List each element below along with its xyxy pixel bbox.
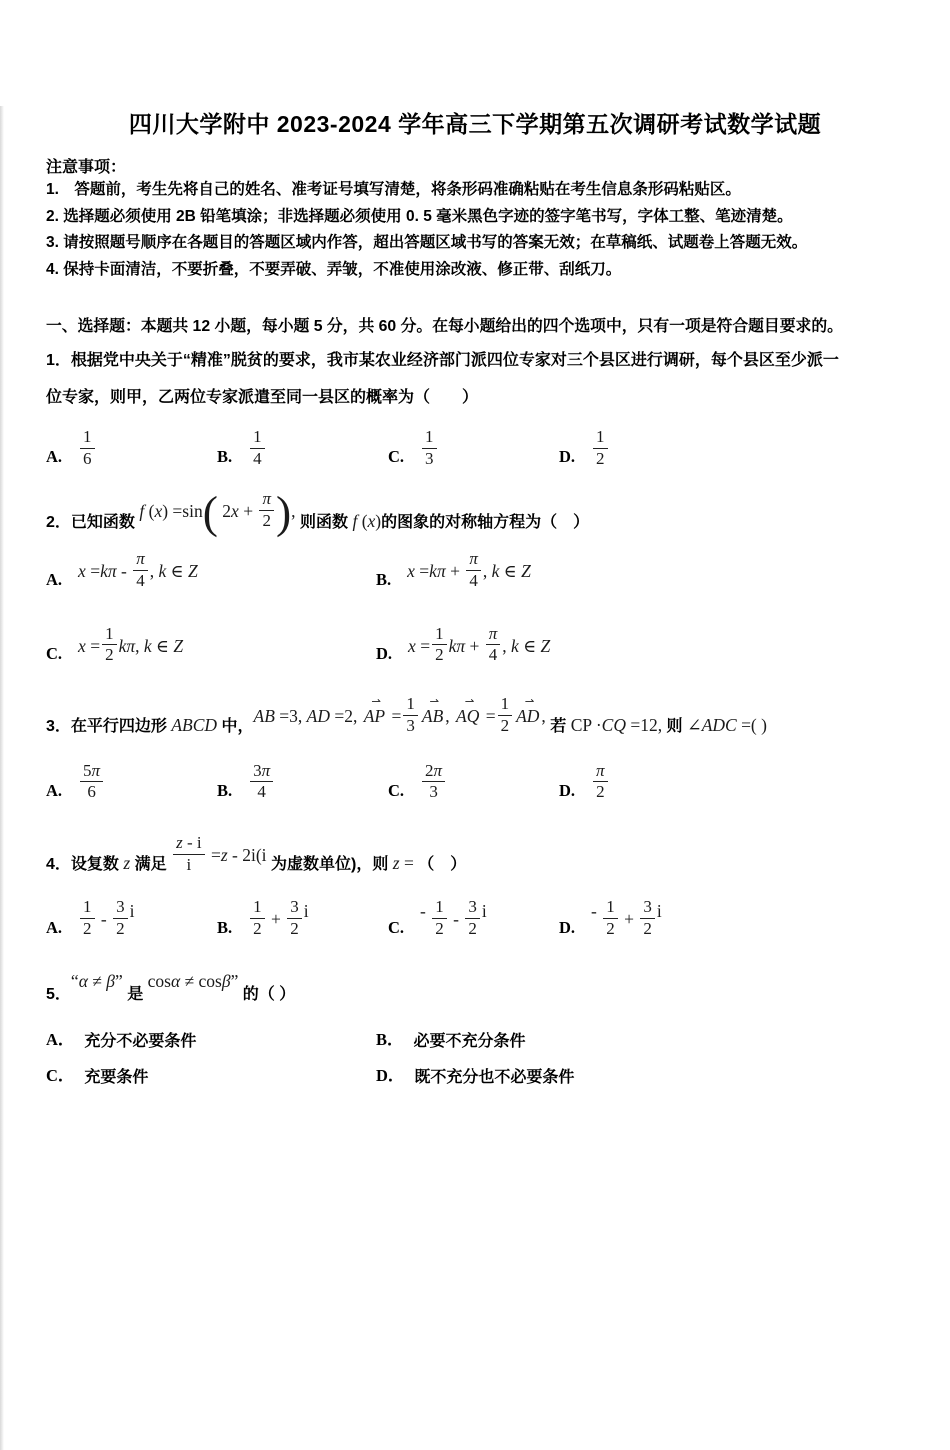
option-expression: $\frac{1}{2}$ - $\frac{3}{2}$ i	[78, 898, 134, 938]
vector-AQ: ⇀ AQ	[456, 693, 480, 727]
fraction: $\frac{3}{2}$	[287, 898, 302, 938]
section-heading: 一、选择题：本题共 12 小题，每小题 5 分，共 60 分。在每小题给出的四个选项中，只有一项是符合题目要求的。	[46, 318, 843, 335]
option-label: D.	[559, 447, 576, 467]
vector-AD: ⇀ AD	[516, 693, 540, 727]
question-3-options	[46, 762, 904, 802]
option-label: D.	[559, 917, 576, 937]
option-A	[46, 550, 376, 590]
vector-arrow-icon: ⇀	[429, 693, 440, 708]
option-row	[46, 762, 904, 802]
text-segment: 若 CP ·CQ =12, 则 ∠ADC =( )	[545, 714, 767, 735]
option-B	[217, 428, 388, 468]
fraction: $\frac{1}{2}$	[432, 898, 447, 938]
fraction: $\frac{\pi}{4}$	[466, 550, 481, 590]
notice-item-2: 2. 选择题必须使用 2B 铅笔填涂；非选择题必须使用 0. 5 毫米黑色字迹的签字笔书写，字体工整、笔迹清楚。	[46, 207, 793, 225]
fraction: $\frac{1}{2}$	[432, 625, 447, 665]
notice-item-1: 1. 答题前，考生先将自己的姓名、准考证号填写清楚，将条形码准确粘贴在考生信息条形码粘贴区。	[46, 181, 741, 198]
question-5-text	[46, 971, 904, 1004]
page-title: 四川大学附中 2023-2024 学年高三下学期第五次调研考试数学试题	[128, 111, 822, 137]
question-1-text-line-1	[46, 342, 904, 379]
option-D	[559, 428, 730, 468]
option-expression: - $\frac{1}{2}$ + $\frac{3}{2}$ i	[591, 897, 662, 938]
fraction: $\frac{3}{2}$	[640, 898, 655, 938]
option-expression: $\frac{1}{2}$ + $\frac{3}{2}$ i	[248, 898, 309, 938]
text-segment: $\frac{z - i}{i}$ =z - 2i(i	[171, 834, 266, 874]
option-C	[46, 625, 376, 665]
question-1-text-line-2	[46, 379, 904, 416]
option-label: B.	[376, 569, 392, 589]
vector-arrow-icon: ⇀	[464, 693, 475, 708]
fraction: $\frac{\pi}{4}$	[133, 550, 148, 590]
fraction: $\frac{\pi}{2}$	[259, 490, 274, 530]
option-C	[388, 762, 559, 802]
question-1	[46, 342, 904, 468]
question-4-options	[46, 898, 904, 938]
option-B	[376, 1026, 706, 1051]
option-expression: 充分不必要条件	[84, 1032, 197, 1050]
option-expression	[591, 428, 610, 468]
fraction: $\frac{1}{4}$	[250, 428, 265, 468]
fraction: $\frac{2\pi}{3}$	[422, 762, 445, 802]
option-D	[559, 898, 730, 938]
vector-arrow-icon: ⇀	[371, 693, 381, 708]
option-expression: 既不充分也不必要条件	[414, 1068, 575, 1086]
text-segment: 是	[122, 985, 148, 1003]
option-label: C.	[388, 447, 405, 467]
text-segment: 1．根据党中央关于“精准”脱贫的要求，我市某农业经济部门派四位专家对三个县区进行调研，每个县区至少派一	[46, 352, 839, 369]
text-segment: 的（ ）	[238, 985, 296, 1003]
text-segment: AB =3, AD =2, ⇀ AP = $\frac{1}{3}$ ⇀ AB , ⇀ AQ = $\frac{1}{2}$ ⇀ AD ,	[253, 693, 546, 735]
fraction: $\frac{\pi}{4}$	[486, 625, 501, 665]
option-row	[46, 898, 904, 938]
fraction: $\frac{3}{2}$	[465, 898, 480, 938]
option-expression: x =kπ - $\frac{\pi}{4}$ , k ∈ Z	[78, 549, 198, 591]
question-2-options	[46, 550, 904, 665]
option-expression	[420, 762, 447, 802]
option-label: B.	[217, 917, 233, 937]
option-row	[46, 550, 904, 590]
question-3-text	[46, 695, 904, 735]
question-5-options	[46, 1026, 904, 1087]
option-expression: 充要条件	[84, 1068, 149, 1086]
text-segment: 5．	[46, 985, 71, 1003]
text-segment: 为虚数单位)，则 z = （ ）	[266, 853, 467, 874]
text-segment: 位专家，则甲，乙两位专家派遣至同一县区的概率为（ ）	[46, 389, 479, 406]
question-3	[46, 695, 904, 802]
text-segment: 2．已知函数	[46, 514, 140, 532]
fraction: $\frac{1}{2}$	[250, 898, 265, 938]
fraction: $\frac{1}{2}$	[80, 898, 95, 938]
question-4-text	[46, 834, 904, 874]
fraction: $\frac{1}{2}$	[593, 428, 608, 468]
text-segment: “α ≠ β”	[70, 970, 123, 991]
fraction: $\frac{z - i}{i}$	[173, 834, 205, 874]
fraction: $\frac{1}{2}$	[603, 898, 618, 938]
option-C	[388, 898, 559, 938]
fraction: $\frac{5\pi}{6}$	[80, 762, 103, 802]
text-segment: f (x) =sin( 2x + $\frac{\pi}{2}$ ),	[139, 486, 296, 538]
big-left-paren: (	[202, 486, 218, 538]
option-expression: x = $\frac{1}{2}$ kπ + $\frac{\pi}{4}$ , k ∈ Z	[408, 623, 551, 665]
option-label: A.	[46, 569, 63, 589]
option-label: D.	[376, 644, 393, 664]
text-segment: 则函数 f (x)的图象的对称轴方程为（ ）	[295, 511, 590, 532]
option-label: B.	[217, 780, 233, 800]
vector-AB: ⇀ AB	[421, 693, 444, 727]
vector-AP: ⇀ AP	[363, 693, 386, 727]
option-B	[217, 898, 388, 938]
text-segment: cosα ≠ cosβ”	[147, 970, 239, 991]
text-segment: 3．在平行四边形 ABCD 中，	[46, 714, 254, 735]
option-expression	[248, 428, 267, 468]
option-label: D.	[559, 780, 576, 800]
option-A	[46, 898, 217, 938]
option-label: A.	[46, 917, 63, 937]
fraction: $\frac{3}{2}$	[113, 898, 128, 938]
option-C	[388, 428, 559, 468]
option-label: C.	[46, 644, 63, 664]
fraction: $\frac{\pi}{2}$	[593, 762, 608, 802]
option-D	[376, 625, 706, 665]
option-expression	[420, 428, 439, 468]
option-expression	[591, 762, 610, 802]
fraction: $\frac{1}{3}$	[403, 695, 418, 735]
option-expression	[78, 762, 105, 802]
question-2-text	[46, 486, 904, 538]
option-expression: 必要不充分条件	[413, 1032, 526, 1050]
fraction: $\frac{1}{3}$	[422, 428, 437, 468]
option-expression: x = $\frac{1}{2}$ kπ, k ∈ Z	[78, 623, 184, 665]
option-label: A．	[46, 1029, 75, 1049]
question-4	[46, 834, 904, 939]
option-row	[46, 625, 904, 665]
option-expression	[78, 428, 97, 468]
option-label: A.	[46, 447, 63, 467]
option-expression	[248, 762, 275, 802]
notice-item-3: 3. 请按照题号顺序在各题目的答题区域内作答，超出答题区域书写的答案无效；在草稿纸、试题卷上答题无效。	[46, 234, 808, 251]
option-D	[559, 762, 730, 802]
option-label: B.	[217, 447, 233, 467]
option-A	[46, 1026, 376, 1051]
option-C	[46, 1062, 376, 1087]
exam-paper	[0, 106, 950, 1087]
option-A	[46, 428, 217, 468]
big-right-paren: )	[275, 486, 292, 538]
text-segment: 4．设复数 z 满足	[46, 853, 172, 874]
notice-heading: 注意事项：	[46, 159, 127, 176]
notice-item-4: 4. 保持卡面清洁，不要折叠，不要弄破、弄皱，不准使用涂改液、修正带、刮纸刀。	[46, 260, 622, 278]
option-row	[46, 428, 904, 468]
option-label: C.	[388, 780, 405, 800]
vector-arrow-icon: ⇀	[524, 693, 535, 708]
fraction: $\frac{3\pi}{4}$	[250, 762, 273, 802]
fraction: $\frac{1}{6}$	[80, 428, 95, 468]
option-expression: - $\frac{1}{2}$ - $\frac{3}{2}$ i	[420, 897, 487, 938]
fraction: $\frac{1}{2}$	[498, 695, 513, 735]
option-row	[46, 1026, 904, 1051]
option-label: D．	[376, 1065, 405, 1085]
option-label: C.	[388, 917, 405, 937]
option-expression: x =kπ + $\frac{\pi}{4}$ , k ∈ Z	[407, 549, 531, 591]
option-D	[376, 1062, 706, 1087]
option-A	[46, 762, 217, 802]
option-row	[46, 1062, 904, 1087]
option-label: C．	[46, 1065, 75, 1085]
fraction: $\frac{1}{2}$	[102, 625, 117, 665]
option-label: B．	[376, 1029, 404, 1049]
question-2	[46, 486, 904, 665]
option-label: A.	[46, 780, 63, 800]
question-1-options	[46, 428, 904, 468]
option-B	[217, 762, 388, 802]
option-B	[376, 550, 706, 590]
question-5	[46, 971, 904, 1087]
